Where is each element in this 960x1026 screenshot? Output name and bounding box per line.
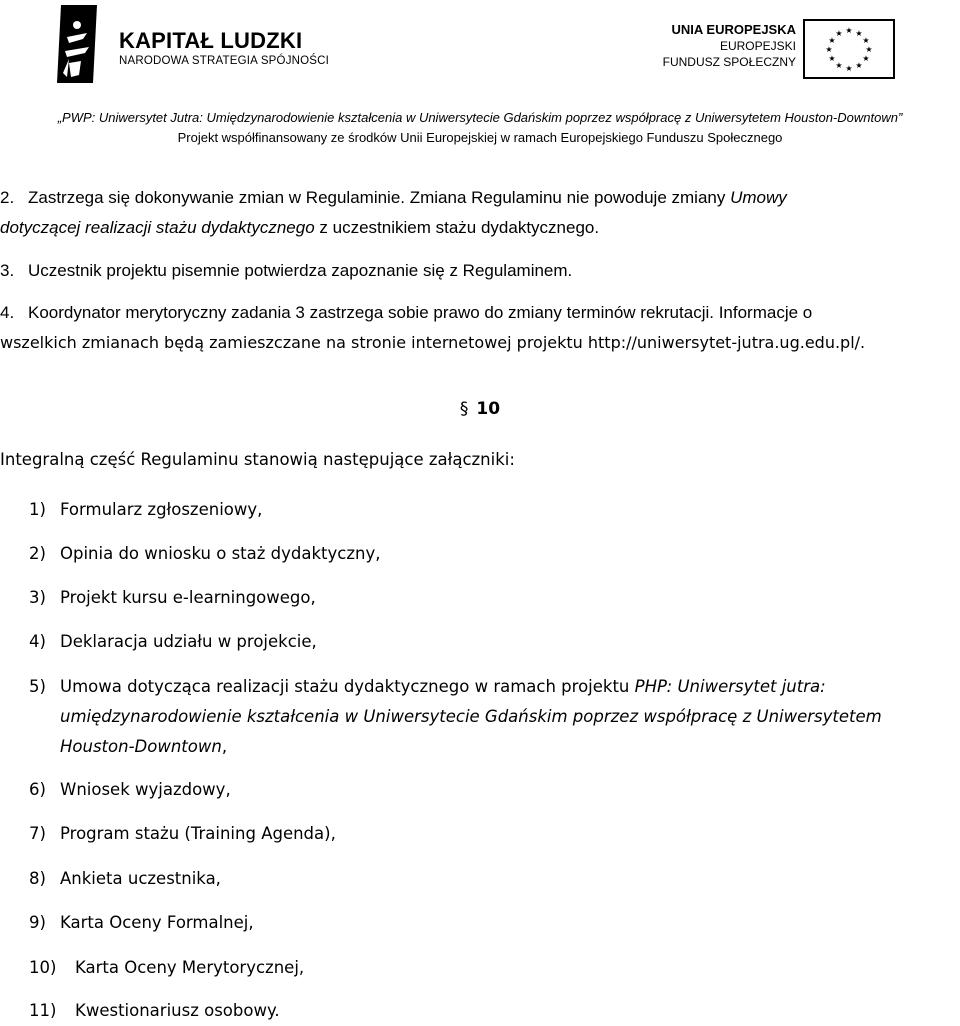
eu-flag-icon	[803, 19, 895, 79]
list-item	[29, 627, 957, 657]
svg-text:★: ★	[825, 45, 833, 54]
svg-text:★: ★	[835, 29, 843, 38]
list-item	[29, 953, 957, 983]
list-item-number: 11)	[29, 1001, 57, 1020]
paragraph-number: 2.	[0, 188, 15, 207]
paragraph-text: z uczestnikiem stażu dydaktycznego.	[319, 218, 600, 237]
list-item-number: 2)	[29, 544, 46, 563]
kl-title: KAPITAŁ LUDZKI	[119, 28, 303, 53]
list-item-italic: umiędzynarodowienie kształcenia w Uniwersytecie Gdańskim poprzez współpracę z Uniwersytetem	[60, 707, 882, 726]
svg-text:★: ★	[828, 54, 836, 63]
list-item	[29, 495, 957, 525]
list-item-text: ,	[221, 737, 228, 756]
list-item-continuation	[29, 702, 957, 762]
list-item-text: Deklaracja udziału w projekcie,	[60, 632, 317, 651]
eu-line-2: EUROPEJSKI	[719, 39, 796, 53]
list-item-text: Wniosek wyjazdowy,	[60, 780, 231, 799]
eu-text	[660, 22, 796, 70]
list-item-number: 1)	[29, 500, 46, 519]
paragraph-4	[0, 298, 958, 358]
list-item-number: 4)	[29, 632, 46, 651]
list-item-number: 7)	[29, 824, 46, 843]
list-item-italic: Houston-Downtown	[60, 737, 222, 756]
paragraph-text: Uczestnik projektu pisemnie potwierdza zapoznanie się z Regulaminem.	[28, 261, 573, 280]
list-item-number: 8)	[29, 869, 46, 888]
section-heading	[0, 399, 960, 419]
svg-text:★: ★	[845, 64, 853, 73]
paragraph-number: 3.	[0, 261, 15, 280]
svg-text:★: ★	[865, 45, 873, 54]
svg-text:★: ★	[835, 61, 843, 70]
paragraph-2	[0, 183, 958, 243]
list-item-number: 6)	[29, 780, 46, 799]
list-item-text: Karta Oceny Formalnej,	[60, 913, 254, 932]
svg-text:★: ★	[845, 26, 853, 35]
paragraph-text: Koordynator merytoryczny zadania 3 zastrzega sobie prawo do zmiany terminów rekrutacji. Informacje o	[28, 303, 813, 322]
section-number: 10	[476, 399, 501, 419]
svg-text:★: ★	[855, 29, 863, 38]
list-item	[29, 996, 957, 1026]
kl-subtitle: NARODOWA STRATEGIA SPÓJNOŚCI	[119, 55, 330, 67]
list-item	[29, 672, 957, 762]
svg-text:★: ★	[862, 36, 870, 45]
attachments-intro: Integralną część Regulaminu stanowią następujące załączniki:	[0, 450, 515, 469]
paragraph-italic: Umowy	[730, 188, 787, 207]
list-item-text: Umowa dotycząca realizacji stażu dydaktycznego w ramach projektu	[60, 677, 630, 696]
list-item	[29, 775, 957, 805]
list-item-italic: PHP: Uniwersytet jutra:	[634, 677, 826, 696]
list-item-number: 9)	[29, 913, 46, 932]
eu-line-3: FUNDUSZ SPOŁECZNY	[662, 55, 796, 69]
list-item-text: Kwestionariusz osobowy.	[75, 1001, 280, 1020]
paragraph-number: 4.	[0, 303, 15, 322]
list-item	[29, 539, 957, 569]
project-title-line: „PWP: Uniwersytet Jutra: Umiędzynarodowienie kształcenia w Uniwersytecie Gdańskim poprzez współpracę z Uniwersytetem Houston-Downtown”	[57, 110, 903, 125]
paragraph-3	[0, 256, 958, 286]
paragraph-text: Zastrzega się dokonywanie zmian w Regulaminie. Zmiana Regulaminu nie powoduje zmiany	[28, 188, 726, 207]
list-item-number: 10)	[29, 958, 57, 977]
list-item-text: Opinia do wniosku o staż dydaktyczny,	[60, 544, 381, 563]
list-item-number: 5)	[29, 677, 46, 696]
list-item	[29, 864, 957, 894]
list-item-text: Program stażu (Training Agenda),	[60, 824, 336, 843]
svg-text:★: ★	[862, 54, 870, 63]
section-sign: §	[459, 399, 469, 419]
svg-text:★: ★	[855, 61, 863, 70]
paragraph-text: wszelkich zmianach będą zamieszczane na stronie internetowej projektu http://uniwersytet-jutra.ug.edu.pl/.	[0, 333, 866, 352]
funding-line: Projekt współfinansowany ze środków Unii Europejskiej w ramach Europejskiego Funduszu Społecznego	[177, 130, 783, 145]
list-item	[29, 819, 957, 849]
list-item-text: Formularz zgłoszeniowy,	[60, 500, 263, 519]
list-item	[29, 908, 957, 938]
kapital-ludzki-logo	[55, 3, 99, 85]
svg-text:★: ★	[828, 36, 836, 45]
paragraph-italic: dotyczącej realizacji stażu dydaktycznego	[0, 218, 315, 237]
list-item-text: Projekt kursu e-learningowego,	[60, 588, 316, 607]
eu-line-1: UNIA EUROPEJSKA	[671, 22, 796, 37]
page-header	[0, 0, 960, 155]
list-item-text: Karta Oceny Merytorycznej,	[75, 958, 305, 977]
list-item-text: Ankieta uczestnika,	[60, 869, 221, 888]
list-item	[29, 583, 957, 613]
list-item-number: 3)	[29, 588, 46, 607]
